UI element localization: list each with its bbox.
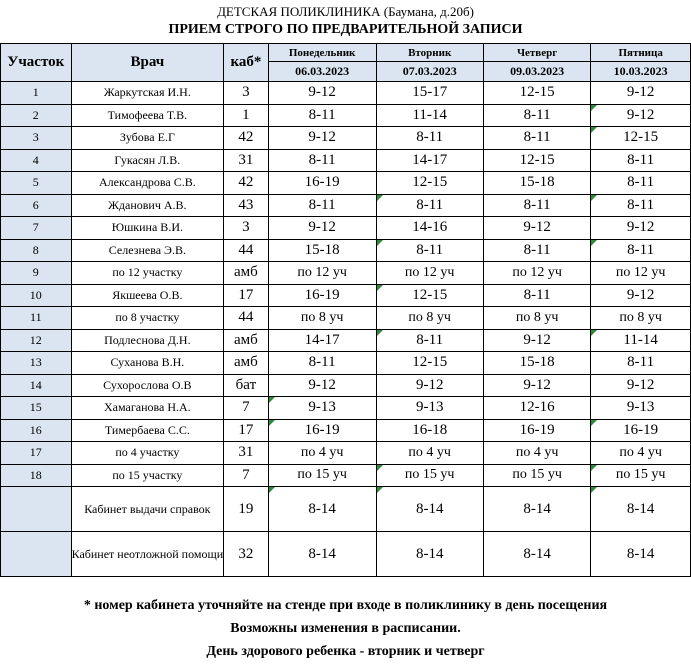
time-slot: по 12 уч [591,262,691,285]
cabinet-number: 17 [224,419,269,442]
time-slot: 8-11 [483,104,590,127]
doctor-name: по 12 участку [71,262,224,285]
section-number: 6 [1,194,72,217]
time-slot: по 8 уч [376,307,483,330]
time-slot: 8-14 [483,487,590,532]
time-slot: 9-12 [591,374,691,397]
special-room-label: Кабинет выдачи справок [71,487,224,532]
time-slot: 9-12 [591,104,691,127]
time-slot: 9-12 [268,82,376,105]
doctor-name: Жаркутская И.Н. [71,82,224,105]
time-slot: по 15 уч [268,464,376,487]
doctor-name: по 4 участку [71,442,224,465]
time-slot: 12-16 [483,397,590,420]
time-slot: 16-19 [591,419,691,442]
time-slot: 9-12 [268,374,376,397]
time-slot: 8-11 [591,149,691,172]
doctor-name: Якшеева О.В. [71,284,224,307]
time-slot: 8-11 [376,127,483,150]
cabinet-number: 17 [224,284,269,307]
section-number: 10 [1,284,72,307]
footnote-changes: Возможны изменения в расписании. [230,621,461,636]
time-slot: 8-11 [376,239,483,262]
table-row [1,307,691,330]
doctor-name: Суханова В.Н. [71,352,224,375]
doctor-name: Жданович А.В. [71,194,224,217]
cabinet-number: амб [224,352,269,375]
table-row [1,352,691,375]
doctor-name: Александрова С.В. [71,172,224,195]
cabinet-number: бат [224,374,269,397]
doctor-name: по 8 участку [71,307,224,330]
time-slot: 11-14 [376,104,483,127]
table-row [1,262,691,285]
time-slot: 16-19 [268,284,376,307]
doctor-name: Сухорослова О.В [71,374,224,397]
section-number: 14 [1,374,72,397]
table-row [1,374,691,397]
time-slot: 8-11 [268,352,376,375]
schedule-table [0,43,691,577]
time-slot: по 8 уч [483,307,590,330]
cabinet-number: 31 [224,442,269,465]
section-number: 3 [1,127,72,150]
doctor-name: Гукасян Л.В. [71,149,224,172]
cabinet-number: 19 [224,487,269,532]
doctor-name: Тимофеева Т.В. [71,104,224,127]
cabinet-number: 43 [224,194,269,217]
clinic-title: ДЕТСКАЯ ПОЛИКЛИНИКА (Баумана, д.20б) [217,4,474,19]
section-number: 7 [1,217,72,240]
time-slot: 9-12 [483,329,590,352]
time-slot: 8-14 [268,487,376,532]
section-number: 18 [1,464,72,487]
table-row [1,442,691,465]
time-slot: 8-11 [483,127,590,150]
time-slot: по 12 уч [483,262,590,285]
time-slot: 15-18 [483,352,590,375]
cabinet-number: 44 [224,307,269,330]
time-slot: 16-19 [268,172,376,195]
section-number: 4 [1,149,72,172]
section-number: 13 [1,352,72,375]
section-number: 12 [1,329,72,352]
header-date-tuesday: 07.03.2023 [376,62,483,82]
time-slot: 9-12 [483,374,590,397]
section-number: 2 [1,104,72,127]
table-row [1,217,691,240]
time-slot: по 12 уч [268,262,376,285]
header-day-friday: Пятница [591,44,691,62]
time-slot: по 4 уч [268,442,376,465]
time-slot: по 15 уч [376,464,483,487]
table-row [1,419,691,442]
cabinet-number: 44 [224,239,269,262]
table-row-special [1,487,691,532]
time-slot: 15-18 [483,172,590,195]
section-number: 5 [1,172,72,195]
time-slot: 8-11 [376,194,483,217]
header-day-thursday: Четверг [483,44,590,62]
doctor-name: Зубова Е.Г [71,127,224,150]
time-slot: 8-11 [268,194,376,217]
time-slot: по 12 уч [376,262,483,285]
time-slot: 8-11 [483,284,590,307]
time-slot: 9-12 [376,374,483,397]
schedule-rows [1,82,691,577]
time-slot: 8-11 [268,149,376,172]
time-slot: 9-13 [268,397,376,420]
cabinet-number: амб [224,262,269,285]
table-row [1,149,691,172]
time-slot: 11-14 [591,329,691,352]
time-slot: 8-14 [591,487,691,532]
time-slot: 16-19 [268,419,376,442]
time-slot: 8-14 [483,532,590,577]
cabinet-number: 31 [224,149,269,172]
table-row [1,172,691,195]
table-row [1,464,691,487]
time-slot: по 15 уч [483,464,590,487]
header-section: Участок [1,44,72,82]
time-slot: по 4 уч [376,442,483,465]
doctor-name: Юшкина В.И. [71,217,224,240]
doctor-name: по 15 участку [71,464,224,487]
cabinet-number: 7 [224,464,269,487]
table-row [1,239,691,262]
time-slot: 9-12 [591,217,691,240]
time-slot: 9-12 [268,127,376,150]
time-slot: 16-19 [483,419,590,442]
doctor-name: Подлеснова Д.Н. [71,329,224,352]
cabinet-number: 42 [224,127,269,150]
time-slot: 16-18 [376,419,483,442]
section-number: 17 [1,442,72,465]
doctor-name: Тимербаева С.С. [71,419,224,442]
header-date-monday: 06.03.2023 [268,62,376,82]
time-slot: 12-15 [376,172,483,195]
section-number-empty [1,487,72,532]
time-slot: 8-11 [591,352,691,375]
time-slot: 8-14 [376,487,483,532]
cabinet-number: 7 [224,397,269,420]
section-number: 11 [1,307,72,330]
time-slot: 12-15 [483,149,590,172]
section-number: 16 [1,419,72,442]
time-slot: по 4 уч [483,442,590,465]
header-date-thursday: 09.03.2023 [483,62,590,82]
cabinet-number: 3 [224,82,269,105]
table-row [1,104,691,127]
time-slot: 8-14 [376,532,483,577]
section-number: 15 [1,397,72,420]
time-slot: 9-13 [376,397,483,420]
header-day-monday: Понедельник [268,44,376,62]
time-slot: 14-16 [376,217,483,240]
time-slot: 8-11 [268,104,376,127]
special-room-label: Кабинет неотложной помощи [71,532,224,577]
section-number: 1 [1,82,72,105]
time-slot: 15-17 [376,82,483,105]
section-number-empty [1,532,72,577]
footnote-cabinet: * номер кабинета уточняйте на стенде при входе в поликлинику в день посещения [83,598,608,613]
time-slot: по 8 уч [591,307,691,330]
table-row [1,194,691,217]
time-slot: 14-17 [376,149,483,172]
time-slot: 8-11 [376,329,483,352]
time-slot: 8-11 [591,194,691,217]
time-slot: 8-11 [591,172,691,195]
time-slot: 12-15 [591,127,691,150]
section-number: 9 [1,262,72,285]
time-slot: 8-11 [483,194,590,217]
footnote-healthy-day: День здорового ребенка - вторник и четверг [206,644,485,659]
header-doctor: Врач [71,44,224,82]
time-slot: по 8 уч [268,307,376,330]
time-slot: 9-12 [268,217,376,240]
time-slot: 8-14 [268,532,376,577]
doctor-name: Селезнева Э.В. [71,239,224,262]
time-slot: 14-17 [268,329,376,352]
table-row [1,284,691,307]
table-row [1,82,691,105]
cabinet-number: 32 [224,532,269,577]
table-row [1,127,691,150]
cabinet-number: 3 [224,217,269,240]
appointment-notice: ПРИЕМ СТРОГО ПО ПРЕДВАРИТЕЛЬНОЙ ЗАПИСИ [168,22,523,37]
header-day-tuesday: Вторник [376,44,483,62]
time-slot: 8-11 [483,239,590,262]
time-slot: 8-11 [591,239,691,262]
time-slot: 9-12 [591,284,691,307]
table-row [1,397,691,420]
time-slot: по 15 уч [591,464,691,487]
cabinet-number: 42 [224,172,269,195]
table-row [1,329,691,352]
header-date-friday: 10.03.2023 [591,62,691,82]
table-row-special [1,532,691,577]
header-cabinet: каб* [224,44,269,82]
time-slot: 12-15 [376,352,483,375]
cabinet-number: 1 [224,104,269,127]
time-slot: 8-14 [591,532,691,577]
cabinet-number: амб [224,329,269,352]
time-slot: 12-15 [376,284,483,307]
time-slot: 9-12 [483,217,590,240]
time-slot: 9-12 [591,82,691,105]
time-slot: по 4 уч [591,442,691,465]
section-number: 8 [1,239,72,262]
time-slot: 9-13 [591,397,691,420]
time-slot: 12-15 [483,82,590,105]
time-slot: 15-18 [268,239,376,262]
doctor-name: Хамаганова Н.А. [71,397,224,420]
